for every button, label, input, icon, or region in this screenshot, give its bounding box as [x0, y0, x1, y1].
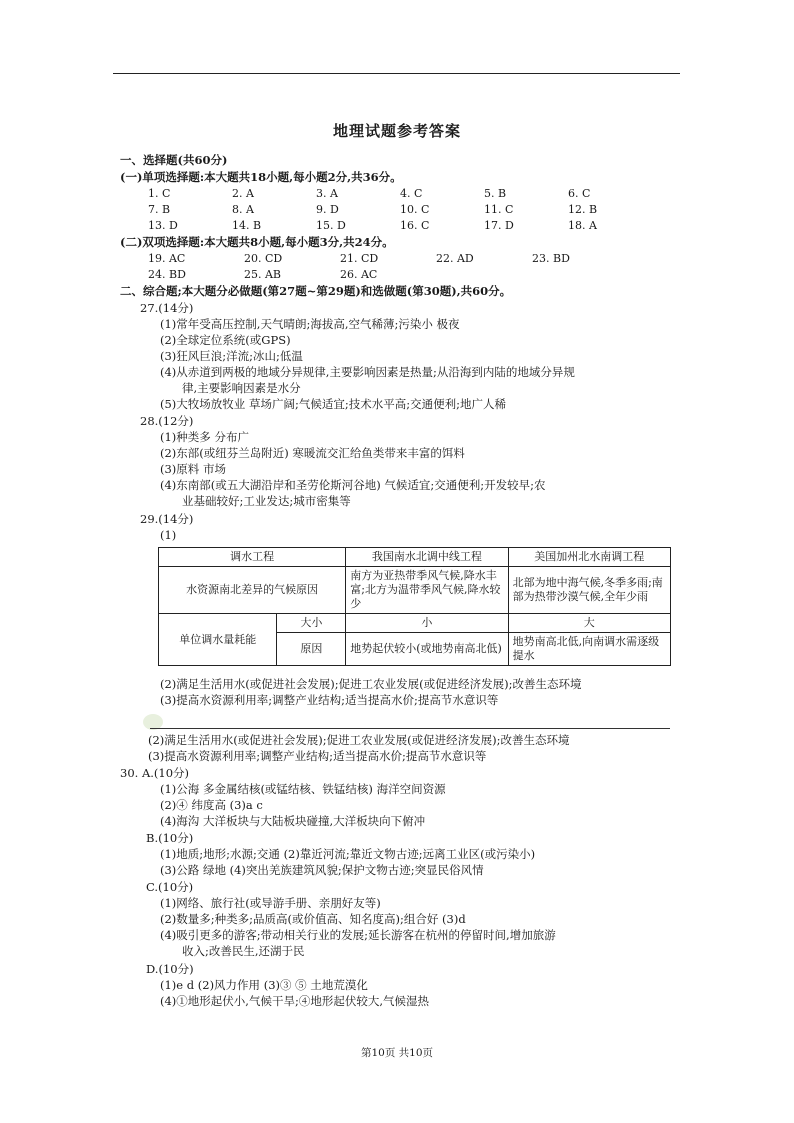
single-choice-row: 1. C 2. A 3. A 4. C 5. B 6. C	[148, 187, 591, 200]
table-cell: 大	[508, 614, 670, 633]
table-row-label: 水资源南北差异的气候原因	[159, 567, 346, 614]
q27-line: (3)狂风巨浪;洋流;冰山;低温	[160, 349, 303, 363]
q30a-heading: 30. A.(10分)	[120, 766, 190, 780]
q30c-line: (4)吸引更多的游客;带动相关行业的发展;延长游客在杭州的停留时间,增加旅游	[160, 928, 556, 942]
q30c-line: (2)数量多;种类多;品质高(或价值高、知名度高);组合好 (3)d	[160, 912, 466, 926]
single-choice-row: 13. D 14. B 15. D 16. C 17. D 18. A	[148, 219, 597, 232]
table-cell: 地势南高北低,向南调水需逐级提水	[508, 633, 670, 666]
q27-line: (1)常年受高压控制,天气晴朗;海拔高,空气稀薄;污染小 极夜	[160, 317, 460, 331]
q27-line: (4)从赤道到两极的地域分异规律,主要影响因素是热量;从沿海到内陆的地域分异规	[160, 365, 575, 379]
table-row-label: 单位调水量耗能	[159, 614, 277, 666]
q30a-line: (1)公海 多金属结核(或锰结核、铁锰结核) 海洋空间资源	[160, 782, 446, 796]
q29-line: (3)提高水资源利用率;调整产业结构;适当提高水价;提高节水意识等	[160, 693, 499, 707]
q28-line: (1)种类多 分布广	[160, 430, 249, 444]
q28-line: (3)原料 市场	[160, 462, 226, 476]
page-title: 地理试题参考答案	[332, 122, 461, 140]
table-cell: 北部为地中海气候,冬季多雨;南部为热带沙漠气候,全年少雨	[508, 567, 670, 614]
table-cell: 南方为亚热带季风气候,降水丰富;北方为温带季风气候,降水较少	[346, 567, 508, 614]
q29-heading: 29.(14分)	[140, 512, 194, 526]
double-choice-row: 24. BD 25. AB 26. AC	[148, 268, 378, 281]
q29-line: (2)满足生活用水(或促进社会发展);促进工农业发展(或促进经济发展);改善生态环境	[148, 733, 570, 747]
q28-line: 业基础较好;工业发达;城市密集等	[182, 494, 351, 508]
q30a-line: (2)④ 纬度高 (3)a c	[160, 798, 263, 812]
table-cell: 小	[346, 614, 508, 633]
water-diversion-table	[158, 547, 671, 666]
single-choice-row: 7. B 8. A 9. D 10. C 11. C 12. B	[148, 203, 598, 216]
q28-heading: 28.(12分)	[140, 414, 194, 428]
q29-line: (2)满足生活用水(或促进社会发展);促进工农业发展(或促进经济发展);改善生态环境	[160, 677, 582, 691]
table-header: 调水工程	[159, 548, 346, 567]
divider	[150, 728, 670, 729]
table-sub-label: 原因	[277, 633, 346, 666]
q27-line: (2)全球定位系统(或GPS)	[160, 333, 291, 347]
q27-line: (5)大牧场放牧业 草场广阔;气候适宜;技术水平高;交通便利;地广人稀	[160, 397, 506, 411]
q27-heading: 27.(14分)	[140, 301, 194, 315]
q30a-line: (4)海沟 大洋板块与大陆板块碰撞,大洋板块向下俯冲	[160, 814, 426, 828]
q30d-heading: D.(10分)	[146, 962, 194, 976]
section-1a-heading: (一)单项选择题:本大题共18小题,每小题2分,共36分。	[120, 170, 402, 184]
q30c-line: 收入;改善民生,还湖于民	[182, 944, 305, 958]
section-1-heading: 一、选择题(共60分)	[120, 153, 228, 167]
q30d-line: (4)①地形起伏小,气候干旱;④地形起伏较大,气候湿热	[160, 994, 429, 1008]
table-cell: 地势起伏较小(或地势南高北低)	[346, 633, 508, 666]
q30c-line: (1)网络、旅行社(或导游手册、亲朋好友等)	[160, 896, 381, 910]
section-1b-heading: (二)双项选择题:本大题共8小题,每小题3分,共24分。	[120, 235, 394, 249]
q28-line: (2)东部(或纽芬兰岛附近) 寒暖流交汇给鱼类带来丰富的饵料	[160, 446, 465, 460]
q30b-line: (1)地质;地形;水源;交通 (2)靠近河流;靠近文物古迹;远离工业区(或污染小)	[160, 847, 536, 861]
q30c-heading: C.(10分)	[146, 880, 194, 894]
page-footer: 第10页 共10页	[360, 1047, 434, 1059]
q28-line: (4)东南部(或五大湖沿岸和圣劳伦斯河谷地) 气候适宜;交通便利;开发较早;农	[160, 478, 546, 492]
q29-line: (3)提高水资源利用率;调整产业结构;适当提高水价;提高节水意识等	[148, 749, 487, 763]
header-rule	[113, 73, 680, 74]
q30b-heading: B.(10分)	[146, 831, 194, 845]
q30b-line: (3)公路 绿地 (4)突出羌族建筑风貌;保护文物古迹;突显民俗风情	[160, 863, 484, 877]
q29-sub1: (1)	[160, 528, 177, 542]
q30d-line: (1)e d (2)风力作用 (3)③ ⑤ 土地荒漠化	[160, 978, 368, 992]
table-sub-label: 大小	[277, 614, 346, 633]
q27-line: 律,主要影响因素是水分	[182, 381, 301, 395]
section-2-heading: 二、综合题;本大题分必做题(第27题~第29题)和选做题(第30题),共60分。	[120, 284, 512, 298]
table-header: 美国加州北水南调工程	[508, 548, 670, 567]
double-choice-row: 19. AC 20. CD 21. CD 22. AD 23. BD	[148, 252, 570, 265]
table-header: 我国南水北调中线工程	[346, 548, 508, 567]
